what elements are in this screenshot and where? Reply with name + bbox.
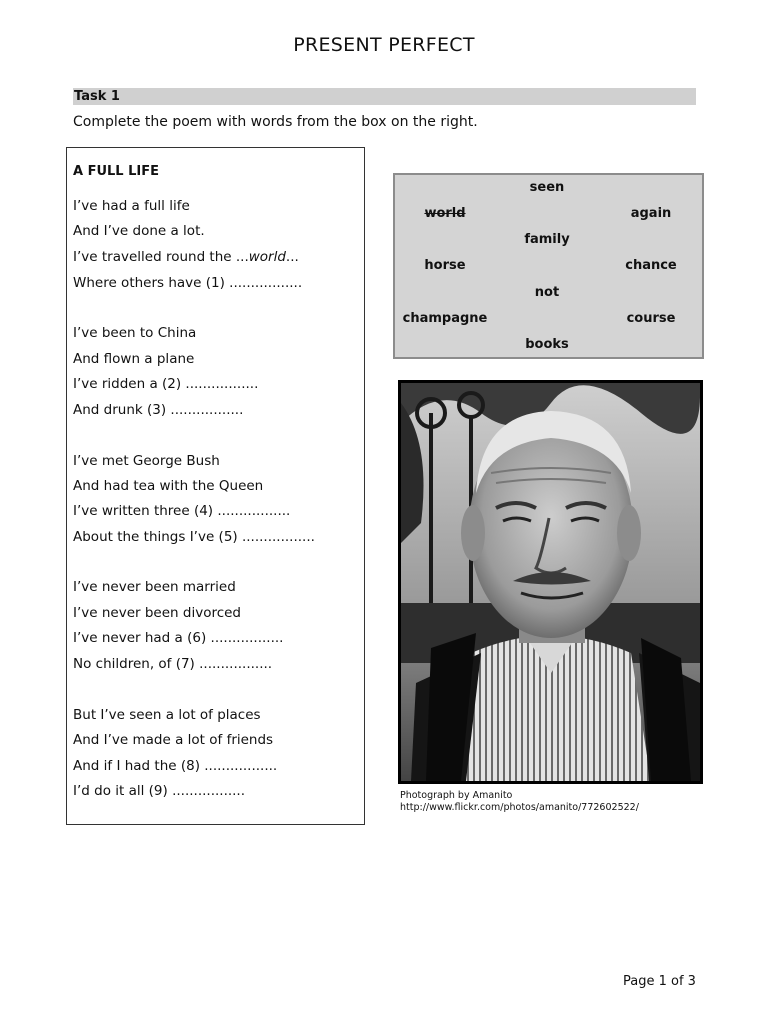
example-answer: world [248,249,286,265]
poem-line: About the things I’ve (5) ................. [73,529,315,545]
word-world-crossed: world [424,206,466,221]
caption-url: http://www.flickr.com/photos/amanito/772602522/ [400,802,639,813]
word-box [393,173,704,359]
task-instruction: Complete the poem with words from the box on the right. [73,114,478,130]
poem-line: But I’ve seen a lot of places [73,707,261,723]
word-champagne: champagne [402,311,488,326]
word-seen: seen [529,180,565,195]
word-family: family [524,232,570,247]
poem-line: I’ve never been married [73,579,236,595]
word-course: course [626,311,676,326]
poem-line: I’ve written three (4) ................. [73,503,291,519]
word-books: books [525,337,569,352]
page-title: PRESENT PERFECT [293,34,475,56]
poem-line [73,249,299,265]
word-chance: chance [625,258,677,273]
example-suffix: ... [285,249,299,265]
poem-title: A FULL LIFE [73,164,159,179]
poem-line: I’d do it all (9) ................. [73,783,246,799]
poem-line-text: I’ve travelled round the ... [73,249,249,265]
caption-credit: Photograph by Amanito [400,790,513,801]
word-horse: horse [424,258,466,273]
poem-line: I’ve met George Bush [73,453,220,469]
portrait-photo [401,383,700,781]
word-not: not [534,285,560,300]
poem-line: I’ve been to China [73,325,197,341]
photo-caption [400,790,639,814]
photo-frame [398,380,703,784]
task-heading: Task 1 [73,88,696,105]
poem-box [66,147,365,825]
poem-line: And I’ve done a lot. [73,223,205,239]
poem-line: I’ve never had a (6) ................. [73,630,284,646]
poem-line: And drunk (3) ................. [73,402,244,418]
poem-line: I’ve never been divorced [73,605,242,621]
word-again: again [630,206,672,221]
poem-line: Where others have (1) ................. [73,275,303,291]
poem-line: I’ve had a full life [73,198,190,214]
page-number: Page 1 of 3 [623,974,696,989]
poem-line: And if I had the (8) ................. [73,758,278,774]
poem-line: I’ve ridden a (2) ................. [73,376,259,392]
poem-line: And had tea with the Queen [73,478,264,494]
poem-line: And flown a plane [73,351,195,367]
poem-line: And I’ve made a lot of friends [73,732,274,748]
poem-line: No children, of (7) ................. [73,656,273,672]
